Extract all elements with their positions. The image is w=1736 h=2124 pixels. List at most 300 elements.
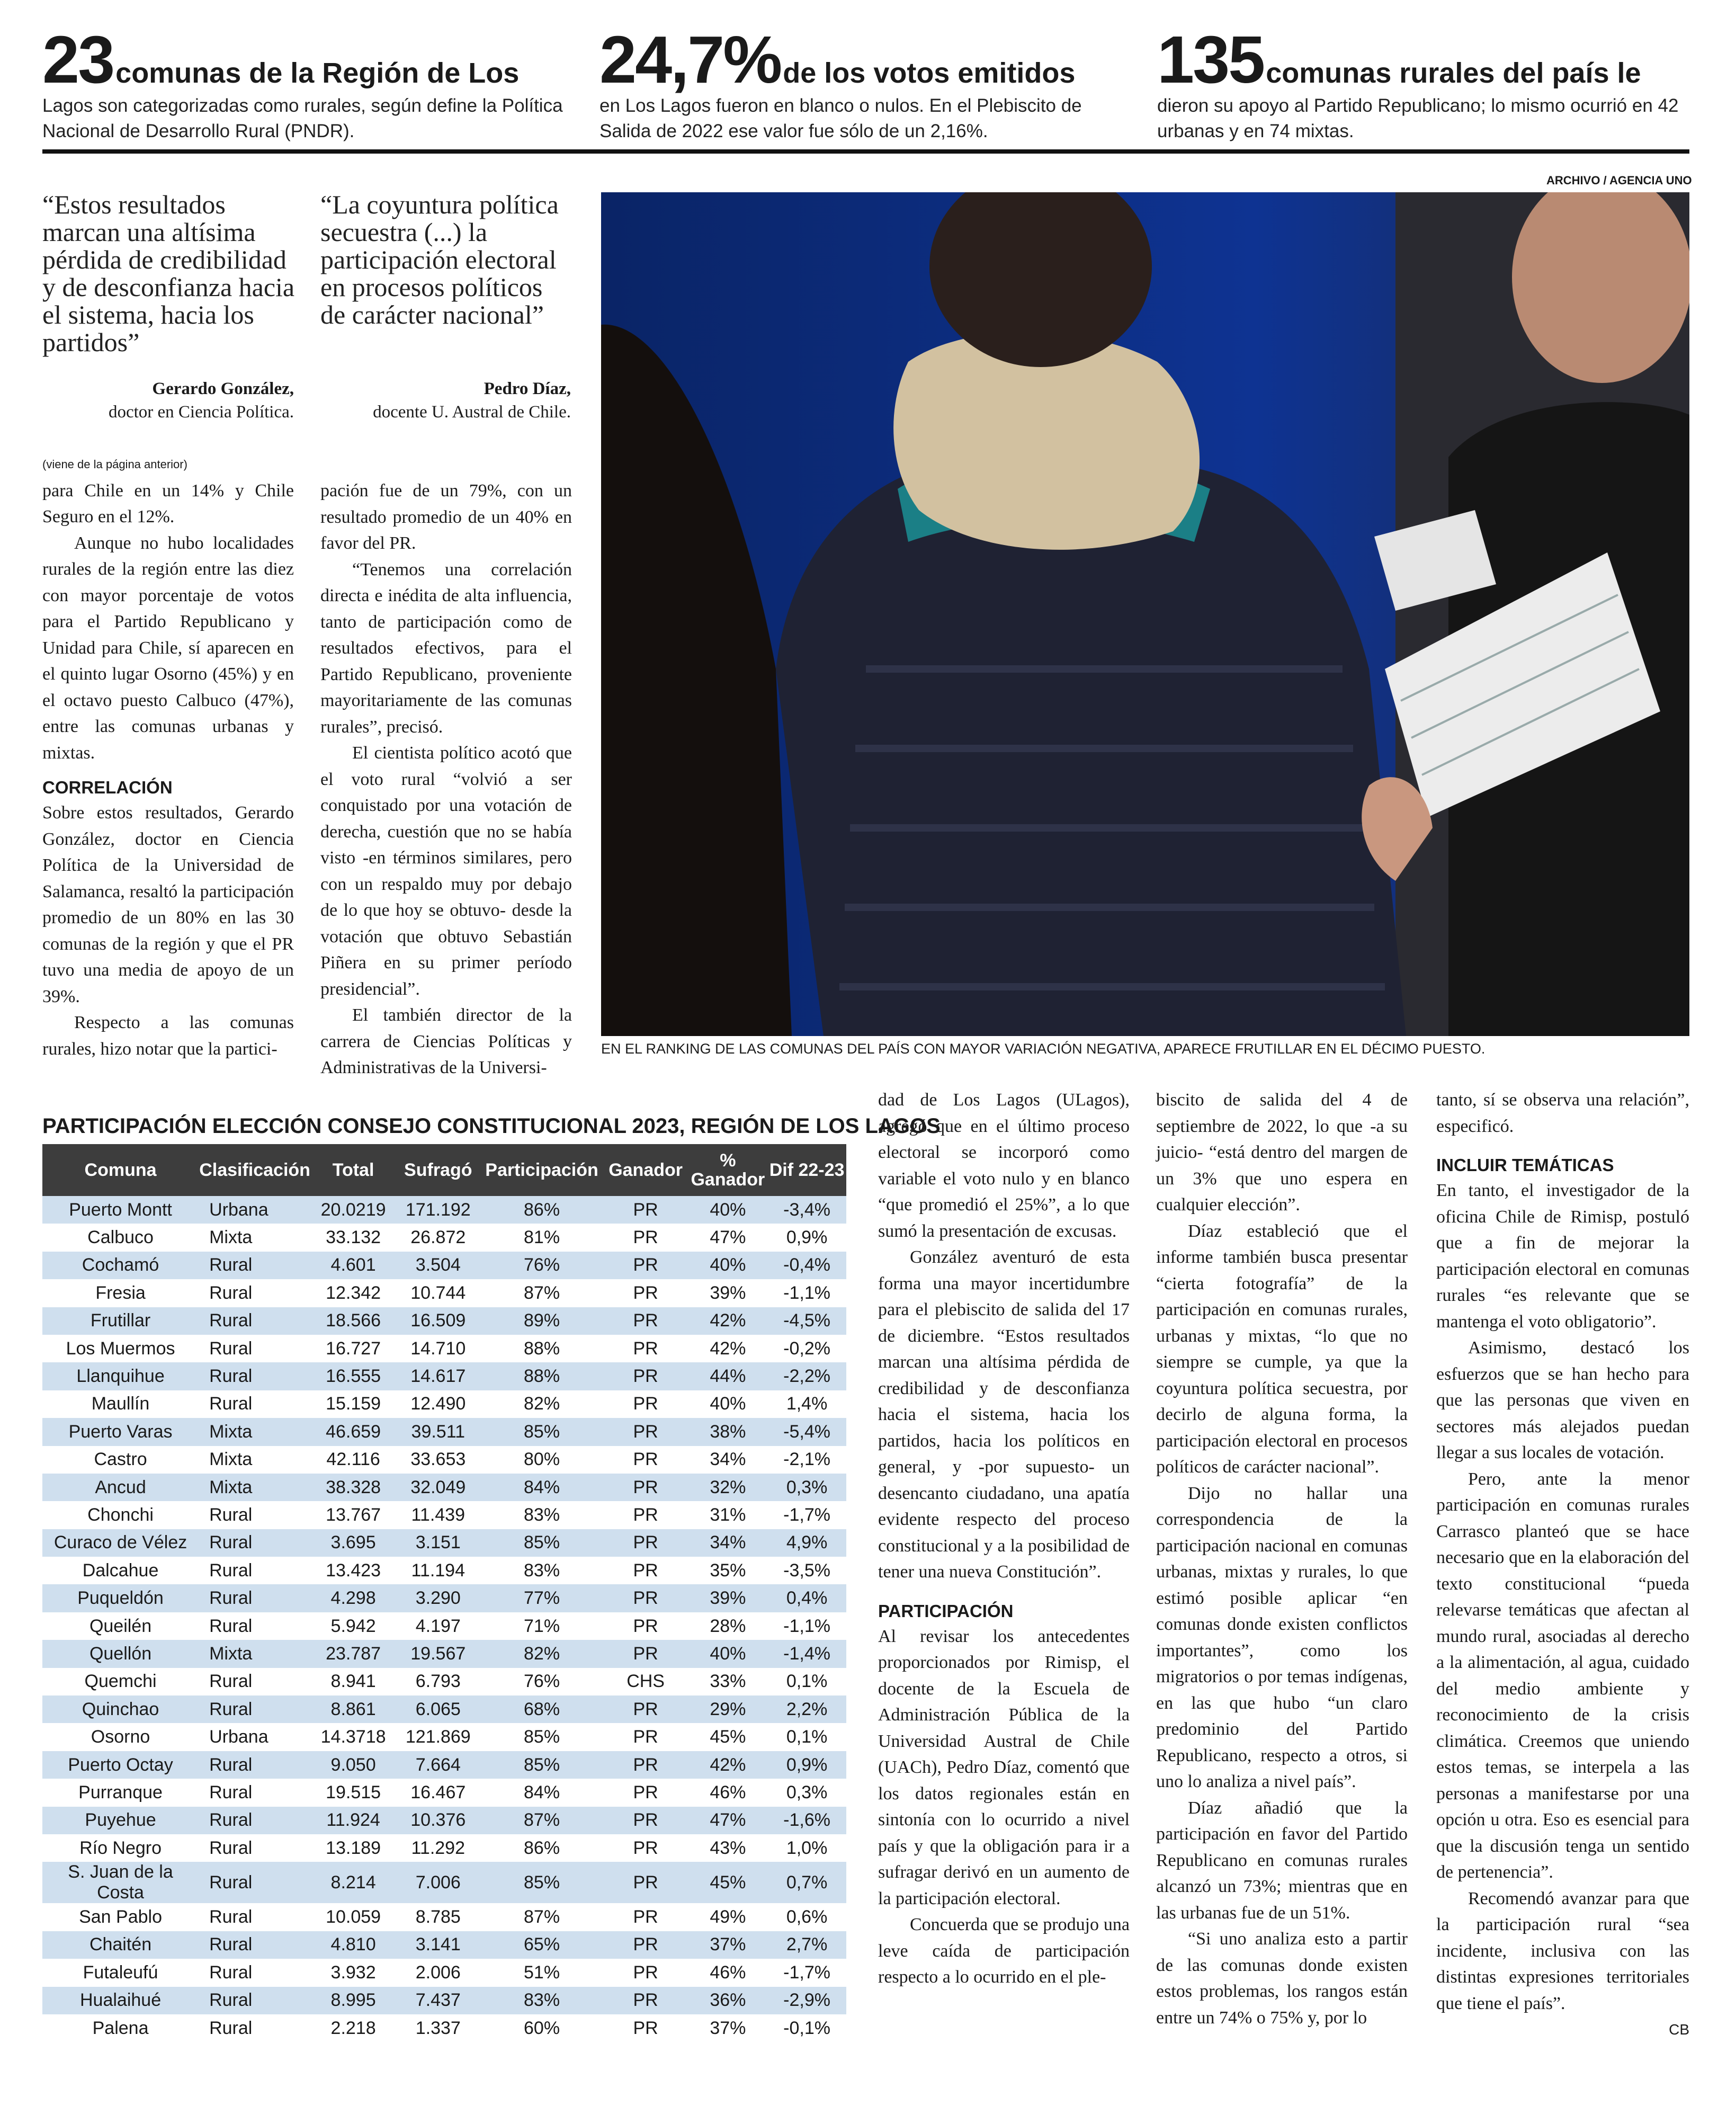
cell-comuna: Llanquihue bbox=[42, 1362, 199, 1390]
cell-participacion: 85% bbox=[480, 1418, 603, 1445]
cell-participacion: 82% bbox=[480, 1390, 603, 1418]
paragraph: Recomendó avanzar para que la participación rural “sea incidente, inclusiva con las distintas expresiones territoriales que tiene el país”. bbox=[1436, 1888, 1689, 2013]
cell-ganador: PR bbox=[603, 1224, 688, 1251]
cell-total: 20.0219 bbox=[311, 1196, 396, 1224]
table-row bbox=[42, 1640, 846, 1667]
stat-lead: comunas de la Región de Los bbox=[115, 57, 520, 89]
cell-comuna: Castro bbox=[42, 1446, 199, 1474]
table-row bbox=[42, 1931, 846, 1959]
paragraph: para Chile en un 14% y Chile Seguro en el 12%. bbox=[42, 480, 294, 526]
cell-sufrago: 16.467 bbox=[396, 1779, 480, 1806]
cell-clasificacion: Mixta bbox=[199, 1418, 311, 1445]
table-row bbox=[42, 1779, 846, 1806]
paragraph: Concuerda que se produjo una leve caída de participación respecto a lo ocurrido en el ple- bbox=[878, 1915, 1130, 1987]
table-row bbox=[42, 1807, 846, 1834]
stat-lead: comunas rurales del país le bbox=[1266, 57, 1641, 89]
cell-clasificacion: Mixta bbox=[199, 1640, 311, 1667]
cell-participacion: 85% bbox=[480, 1862, 603, 1903]
cell-total: 23.787 bbox=[311, 1640, 396, 1667]
cell-dif: 0,1% bbox=[767, 1668, 846, 1695]
cell-pct-ganador: 46% bbox=[688, 1959, 768, 1986]
cell-clasificacion: Rural bbox=[199, 2014, 311, 2042]
cell-pct-ganador: 40% bbox=[688, 1196, 768, 1224]
cell-pct-ganador: 40% bbox=[688, 1640, 768, 1667]
cell-sufrago: 10.376 bbox=[396, 1807, 480, 1834]
cell-total: 14.3718 bbox=[311, 1723, 396, 1751]
cell-sufrago: 7.437 bbox=[396, 1987, 480, 2014]
cell-total: 13.423 bbox=[311, 1557, 396, 1584]
cell-participacion: 83% bbox=[480, 1557, 603, 1584]
cell-sufrago: 33.653 bbox=[396, 1446, 480, 1474]
cell-sufrago: 16.509 bbox=[396, 1307, 480, 1335]
cell-dif: -1,7% bbox=[767, 1501, 846, 1529]
cell-pct-ganador: 39% bbox=[688, 1584, 768, 1612]
cell-sufrago: 8.785 bbox=[396, 1903, 480, 1931]
cell-comuna: Chaitén bbox=[42, 1931, 199, 1959]
cell-ganador: PR bbox=[603, 1807, 688, 1834]
paragraph: biscito de salida del 4 de septiembre de 2022, lo que -a su juicio- “está dentro del margen de un 3% que uno espera en cualquier elección”. bbox=[1156, 1090, 1408, 1215]
cell-ganador: PR bbox=[603, 1987, 688, 2014]
cell-pct-ganador: 43% bbox=[688, 1834, 768, 1862]
cell-sufrago: 2.006 bbox=[396, 1959, 480, 1986]
stat-number: 135 bbox=[1157, 22, 1264, 97]
cell-pct-ganador: 39% bbox=[688, 1279, 768, 1307]
cell-pct-ganador: 46% bbox=[688, 1779, 768, 1806]
cell-ganador: PR bbox=[603, 1903, 688, 1931]
cell-dif: -0,2% bbox=[767, 1335, 846, 1362]
cell-comuna: Chonchi bbox=[42, 1501, 199, 1529]
cell-total: 11.924 bbox=[311, 1807, 396, 1834]
cell-clasificacion: Rural bbox=[199, 1307, 311, 1335]
cell-clasificacion: Mixta bbox=[199, 1224, 311, 1251]
cell-clasificacion: Rural bbox=[199, 1279, 311, 1307]
col-header-total: Total bbox=[311, 1144, 396, 1196]
cell-dif: -3,5% bbox=[767, 1557, 846, 1584]
cell-comuna: Osorno bbox=[42, 1723, 199, 1751]
cell-participacion: 77% bbox=[480, 1584, 603, 1612]
cell-participacion: 76% bbox=[480, 1252, 603, 1279]
cell-pct-ganador: 31% bbox=[688, 1501, 768, 1529]
cell-sufrago: 3.141 bbox=[396, 1931, 480, 1959]
cell-pct-ganador: 40% bbox=[688, 1390, 768, 1418]
table-row bbox=[42, 1959, 846, 1986]
cell-pct-ganador: 40% bbox=[688, 1252, 768, 1279]
table-row bbox=[42, 1390, 846, 1418]
cell-sufrago: 32.049 bbox=[396, 1474, 480, 1501]
cell-ganador: PR bbox=[603, 1501, 688, 1529]
table-row bbox=[42, 1252, 846, 1279]
cell-ganador: PR bbox=[603, 1474, 688, 1501]
col-header-clasificacion: Clasificación bbox=[199, 1144, 311, 1196]
cell-total: 46.659 bbox=[311, 1418, 396, 1445]
cell-participacion: 86% bbox=[480, 1196, 603, 1224]
cell-pct-ganador: 49% bbox=[688, 1903, 768, 1931]
cell-pct-ganador: 47% bbox=[688, 1224, 768, 1251]
cell-comuna: Purranque bbox=[42, 1779, 199, 1806]
paragraph: González aventuró de esta forma una mayor incertidumbre para el plebiscito de salida del 17 de diciembre. “Estos resultados marcan una altísima pérdida de credibilidad y de desconfianza hacia el sistema, hacia los partidos, hacia los políticos en general, y -por supuesto- un desencanto ciudadano, una apatía evidente respecto del proceso constitucional y a la posibilidad de tener una nueva Constitución”. bbox=[878, 1247, 1130, 1582]
cell-pct-ganador: 32% bbox=[688, 1474, 768, 1501]
cell-clasificacion: Urbana bbox=[199, 1723, 311, 1751]
cell-total: 19.515 bbox=[311, 1779, 396, 1806]
cell-pct-ganador: 35% bbox=[688, 1557, 768, 1584]
cell-pct-ganador: 42% bbox=[688, 1751, 768, 1779]
cell-participacion: 76% bbox=[480, 1668, 603, 1695]
article-column-1 bbox=[42, 451, 294, 1062]
top-rule bbox=[42, 149, 1689, 154]
cell-ganador: PR bbox=[603, 1390, 688, 1418]
cell-comuna: Calbuco bbox=[42, 1224, 199, 1251]
cell-clasificacion: Rural bbox=[199, 1390, 311, 1418]
cell-participacion: 85% bbox=[480, 1529, 603, 1557]
cell-pct-ganador: 45% bbox=[688, 1862, 768, 1903]
cell-participacion: 87% bbox=[480, 1903, 603, 1931]
article-column-4 bbox=[1156, 1087, 1408, 2031]
cell-comuna: Quellón bbox=[42, 1640, 199, 1667]
table-row bbox=[42, 1751, 846, 1779]
cell-total: 8.941 bbox=[311, 1668, 396, 1695]
cell-comuna: Palena bbox=[42, 2014, 199, 2042]
cell-total: 13.189 bbox=[311, 1834, 396, 1862]
cell-ganador: PR bbox=[603, 1557, 688, 1584]
cell-comuna: Río Negro bbox=[42, 1834, 199, 1862]
cell-participacion: 82% bbox=[480, 1640, 603, 1667]
cell-sufrago: 3.290 bbox=[396, 1584, 480, 1612]
photo-caption: EN EL RANKING DE LAS COMUNAS DEL PAÍS CON MAYOR VARIACIÓN NEGATIVA, APARECE FRUTILLAR EN EL DÉCIMO PUESTO. bbox=[601, 1041, 1486, 1057]
cell-sufrago: 121.869 bbox=[396, 1723, 480, 1751]
cell-ganador: PR bbox=[603, 1362, 688, 1390]
pull-quote-1: “Estos resultados marcan una altísima pérdida de credibilidad y de desconfianza hacia el sistema, hacia los partidos” bbox=[42, 190, 295, 357]
table-body bbox=[42, 1196, 846, 2042]
cell-total: 8.214 bbox=[311, 1862, 396, 1903]
table-row bbox=[42, 1612, 846, 1640]
cell-sufrago: 171.192 bbox=[396, 1196, 480, 1224]
cell-sufrago: 4.197 bbox=[396, 1612, 480, 1640]
cell-sufrago: 11.292 bbox=[396, 1834, 480, 1862]
cell-ganador: PR bbox=[603, 1723, 688, 1751]
cell-ganador: PR bbox=[603, 1196, 688, 1224]
cell-total: 13.767 bbox=[311, 1501, 396, 1529]
cell-pct-ganador: 45% bbox=[688, 1723, 768, 1751]
cell-clasificacion: Rural bbox=[199, 1362, 311, 1390]
paragraph: pación fue de un 79%, con un resultado promedio de un 40% en favor del PR. bbox=[320, 481, 572, 553]
cell-pct-ganador: 37% bbox=[688, 1931, 768, 1959]
table-row bbox=[42, 1834, 846, 1862]
cell-comuna: Hualaihué bbox=[42, 1987, 199, 2014]
cell-sufrago: 3.151 bbox=[396, 1529, 480, 1557]
cell-ganador: PR bbox=[603, 1834, 688, 1862]
cell-clasificacion: Rural bbox=[199, 1252, 311, 1279]
cell-participacion: 84% bbox=[480, 1474, 603, 1501]
cell-clasificacion: Rural bbox=[199, 1807, 311, 1834]
end-mark: CB bbox=[1669, 2021, 1689, 2038]
cell-ganador: PR bbox=[603, 1612, 688, 1640]
cell-dif: -1,4% bbox=[767, 1640, 846, 1667]
cell-comuna: Futaleufú bbox=[42, 1959, 199, 1986]
subheading-correlacion: CORRELACIÓN bbox=[42, 778, 173, 797]
cell-participacion: 51% bbox=[480, 1959, 603, 1986]
cell-participacion: 86% bbox=[480, 1834, 603, 1862]
cell-ganador: CHS bbox=[603, 1668, 688, 1695]
cell-pct-ganador: 28% bbox=[688, 1612, 768, 1640]
col-header-dif: Dif 22-23 bbox=[767, 1144, 846, 1196]
subheading-participacion: PARTICIPACIÓN bbox=[878, 1601, 1014, 1621]
cell-sufrago: 6.793 bbox=[396, 1668, 480, 1695]
cell-dif: 0,9% bbox=[767, 1224, 846, 1251]
cell-dif: 0,3% bbox=[767, 1474, 846, 1501]
table-row bbox=[42, 1501, 846, 1529]
cell-total: 18.566 bbox=[311, 1307, 396, 1335]
cell-total: 3.932 bbox=[311, 1959, 396, 1986]
cell-clasificacion: Rural bbox=[199, 1612, 311, 1640]
cell-ganador: PR bbox=[603, 1279, 688, 1307]
cell-total: 5.942 bbox=[311, 1612, 396, 1640]
table-row bbox=[42, 1557, 846, 1584]
cell-total: 42.116 bbox=[311, 1446, 396, 1474]
paragraph: Dijo no hallar una correspondencia de la participación nacional en comunas urbanas, mixtas y rurales, lo que estimó posible aplicar “en comunas donde existen conflictos importantes”, como los migratorios o por temas indígenas, en las que hubo “un claro predominio del Partido Republicano, respecto a otros, si uno lo analiza a nivel país”. bbox=[1156, 1483, 1408, 1791]
cell-participacion: 88% bbox=[480, 1335, 603, 1362]
cell-total: 16.555 bbox=[311, 1362, 396, 1390]
cell-sufrago: 12.490 bbox=[396, 1390, 480, 1418]
cell-total: 9.050 bbox=[311, 1751, 396, 1779]
cell-pct-ganador: 34% bbox=[688, 1446, 768, 1474]
cell-comuna: Quemchi bbox=[42, 1668, 199, 1695]
cell-comuna: Puerto Montt bbox=[42, 1196, 199, 1224]
cell-comuna: Los Muermos bbox=[42, 1335, 199, 1362]
quote-2-name: Pedro Díaz, bbox=[484, 379, 571, 398]
cell-dif: -0,1% bbox=[767, 2014, 846, 2042]
cell-clasificacion: Mixta bbox=[199, 1446, 311, 1474]
cell-dif: -1,1% bbox=[767, 1279, 846, 1307]
cell-participacion: 81% bbox=[480, 1224, 603, 1251]
paragraph: En tanto, el investigador de la oficina Chile de Rimisp, postuló que a fin de mejorar la participación electoral en comunas rurales “es relevante que se mantenga el voto obligatorio”. bbox=[1436, 1181, 1689, 1332]
cell-ganador: PR bbox=[603, 1779, 688, 1806]
cell-dif: -1,1% bbox=[767, 1612, 846, 1640]
cell-clasificacion: Mixta bbox=[199, 1474, 311, 1501]
cell-participacion: 60% bbox=[480, 2014, 603, 2042]
cell-ganador: PR bbox=[603, 1931, 688, 1959]
table-row bbox=[42, 1279, 846, 1307]
cell-total: 2.218 bbox=[311, 2014, 396, 2042]
stat-2 bbox=[599, 22, 1129, 144]
table-row bbox=[42, 1903, 846, 1931]
cell-participacion: 83% bbox=[480, 1987, 603, 2014]
table-row bbox=[42, 1584, 846, 1612]
cell-participacion: 84% bbox=[480, 1779, 603, 1806]
cell-ganador: PR bbox=[603, 2014, 688, 2042]
cell-ganador: PR bbox=[603, 1695, 688, 1723]
cell-comuna: San Pablo bbox=[42, 1903, 199, 1931]
cell-ganador: PR bbox=[603, 1640, 688, 1667]
stat-text: Lagos son categorizadas como rurales, según define la Política Nacional de Desarrollo Rural (PNDR). bbox=[42, 95, 563, 141]
cell-sufrago: 10.744 bbox=[396, 1279, 480, 1307]
cell-ganador: PR bbox=[603, 1335, 688, 1362]
cell-ganador: PR bbox=[603, 1529, 688, 1557]
stat-number: 23 bbox=[42, 22, 114, 97]
cell-sufrago: 11.194 bbox=[396, 1557, 480, 1584]
stat-3 bbox=[1157, 22, 1687, 144]
cell-total: 16.727 bbox=[311, 1335, 396, 1362]
col-header-pct-ganador: % Ganador bbox=[688, 1144, 768, 1196]
cell-ganador: PR bbox=[603, 1862, 688, 1903]
paragraph: “Si uno analiza esto a partir de las comunas donde existen estos problemas, los rangos están entre un 74% o 75% y, por lo bbox=[1156, 1929, 1408, 2028]
table-header-row bbox=[42, 1144, 846, 1196]
cell-pct-ganador: 42% bbox=[688, 1307, 768, 1335]
article-column-2 bbox=[320, 478, 572, 1081]
table-row bbox=[42, 1196, 846, 1224]
results-table bbox=[42, 1144, 846, 2042]
stat-number: 24,7% bbox=[599, 22, 781, 97]
cell-ganador: PR bbox=[603, 1418, 688, 1445]
cell-comuna: Puerto Varas bbox=[42, 1418, 199, 1445]
stat-text: en Los Lagos fueron en blanco o nulos. En el Plebiscito de Salida de 2022 ese valor fue sólo de un 2,16%. bbox=[599, 95, 1082, 141]
cell-total: 15.159 bbox=[311, 1390, 396, 1418]
cell-clasificacion: Rural bbox=[199, 1903, 311, 1931]
cell-comuna: Frutillar bbox=[42, 1307, 199, 1335]
table-row bbox=[42, 1695, 846, 1723]
cell-sufrago: 3.504 bbox=[396, 1252, 480, 1279]
cell-dif: 4,9% bbox=[767, 1529, 846, 1557]
quote-2-attribution bbox=[318, 377, 571, 424]
cell-dif: 2,2% bbox=[767, 1695, 846, 1723]
paragraph: El también director de la carrera de Ciencias Políticas y Administrativas de la Universi- bbox=[320, 1005, 572, 1077]
continued-note: (viene de la página anterior) bbox=[42, 458, 187, 471]
table-row bbox=[42, 1474, 846, 1501]
quote-1-name: Gerardo González, bbox=[152, 379, 294, 398]
news-photo bbox=[601, 192, 1689, 1036]
cell-sufrago: 14.617 bbox=[396, 1362, 480, 1390]
paragraph: Asimismo, destacó los esfuerzos que se han hecho para que las personas que viven en sectores más alejados puedan llegar a sus locales de votación. bbox=[1436, 1338, 1689, 1462]
cell-clasificacion: Rural bbox=[199, 1931, 311, 1959]
cell-comuna: Puqueldón bbox=[42, 1584, 199, 1612]
table-row bbox=[42, 1224, 846, 1251]
cell-clasificacion: Rural bbox=[199, 1862, 311, 1903]
cell-total: 4.601 bbox=[311, 1252, 396, 1279]
cell-participacion: 68% bbox=[480, 1695, 603, 1723]
stat-1 bbox=[42, 22, 572, 144]
cell-clasificacion: Rural bbox=[199, 1529, 311, 1557]
cell-sufrago: 7.006 bbox=[396, 1862, 480, 1903]
cell-dif: -2,9% bbox=[767, 1987, 846, 2014]
quote-2-role: docente U. Austral de Chile. bbox=[373, 403, 571, 422]
table-row bbox=[42, 1862, 846, 1903]
cell-pct-ganador: 47% bbox=[688, 1807, 768, 1834]
cell-total: 10.059 bbox=[311, 1903, 396, 1931]
table-row bbox=[42, 1418, 846, 1445]
cell-pct-ganador: 38% bbox=[688, 1418, 768, 1445]
cell-total: 12.342 bbox=[311, 1279, 396, 1307]
cell-comuna: Puyehue bbox=[42, 1807, 199, 1834]
paragraph: Díaz añadió que la participación en favor del Partido Republicano en comunas rurales alcanzó un 73%; mientras que en las urbanas fue de un 51%. bbox=[1156, 1798, 1408, 1923]
cell-participacion: 65% bbox=[480, 1931, 603, 1959]
col-header-participacion: Participación bbox=[480, 1144, 603, 1196]
cell-clasificacion: Rural bbox=[199, 1557, 311, 1584]
cell-dif: -2,2% bbox=[767, 1362, 846, 1390]
cell-ganador: PR bbox=[603, 1446, 688, 1474]
article-column-5 bbox=[1436, 1087, 1689, 2043]
cell-sufrago: 1.337 bbox=[396, 2014, 480, 2042]
col-header-ganador: Ganador bbox=[603, 1144, 688, 1196]
cell-pct-ganador: 33% bbox=[688, 1668, 768, 1695]
cell-sufrago: 26.872 bbox=[396, 1224, 480, 1251]
cell-dif: 0,9% bbox=[767, 1751, 846, 1779]
cell-comuna: Puerto Octay bbox=[42, 1751, 199, 1779]
cell-total: 8.861 bbox=[311, 1695, 396, 1723]
stat-text: dieron su apoyo al Partido Republicano; lo mismo ocurrió en 42 urbanas y en 74 mixtas. bbox=[1157, 95, 1679, 141]
cell-pct-ganador: 34% bbox=[688, 1529, 768, 1557]
cell-total: 4.810 bbox=[311, 1931, 396, 1959]
paragraph: Aunque no hubo localidades rurales de la región entre las diez con mayor porcentaje de votos para el Partido Republicano y Unidad para Chile, sí aparecen en el quinto lugar Osorno (45%) y en el octavo puesto Calbuco (47%), entre las comunas urbanas y mixtas. bbox=[42, 533, 294, 763]
paragraph: Díaz estableció que el informe también busca presentar “cierta fotografía” de la participación en comunas rurales, urbanas y mixtas, “lo que no siempre se cumple, ya que la coyuntura política secuestra, por decirlo de alguna forma, la participación electoral en procesos políticos de carácter nacional”. bbox=[1156, 1221, 1408, 1477]
cell-sufrago: 6.065 bbox=[396, 1695, 480, 1723]
cell-dif: 1,0% bbox=[767, 1834, 846, 1862]
cell-ganador: PR bbox=[603, 1959, 688, 1986]
cell-dif: 0,4% bbox=[767, 1584, 846, 1612]
cell-dif: -0,4% bbox=[767, 1252, 846, 1279]
cell-clasificacion: Rural bbox=[199, 1668, 311, 1695]
cell-dif: 0,6% bbox=[767, 1903, 846, 1931]
cell-participacion: 85% bbox=[480, 1723, 603, 1751]
cell-dif: -1,6% bbox=[767, 1807, 846, 1834]
quote-1-attribution bbox=[42, 377, 294, 424]
cell-total: 8.995 bbox=[311, 1987, 396, 2014]
paragraph: “Tenemos una correlación directa e inédita de alta influencia, tanto de participación como de resultados efectivos, para el Partido Republicano, proveniente mayoritariamente de las comunas rurales”, precisó. bbox=[320, 559, 572, 737]
table-row bbox=[42, 1723, 846, 1751]
cell-comuna: Fresia bbox=[42, 1279, 199, 1307]
cell-comuna: Maullín bbox=[42, 1390, 199, 1418]
table-row bbox=[42, 2014, 846, 2042]
cell-participacion: 89% bbox=[480, 1307, 603, 1335]
cell-dif: 2,7% bbox=[767, 1931, 846, 1959]
subheading-incluir-tematicas: INCLUIR TEMÁTICAS bbox=[1436, 1155, 1614, 1175]
table-row bbox=[42, 1307, 846, 1335]
cell-participacion: 71% bbox=[480, 1612, 603, 1640]
cell-sufrago: 7.664 bbox=[396, 1751, 480, 1779]
pull-quote-2: “La coyuntura política secuestra (...) la participación electoral en procesos políticos de carácter nacional” bbox=[320, 190, 559, 329]
cell-clasificacion: Rural bbox=[199, 1751, 311, 1779]
cell-total: 33.132 bbox=[311, 1224, 396, 1251]
quote-1-role: doctor en Ciencia Política. bbox=[108, 403, 294, 422]
cell-comuna: Queilén bbox=[42, 1612, 199, 1640]
cell-clasificacion: Rural bbox=[199, 1779, 311, 1806]
cell-clasificacion: Rural bbox=[199, 1584, 311, 1612]
cell-participacion: 80% bbox=[480, 1446, 603, 1474]
cell-dif: 0,1% bbox=[767, 1723, 846, 1751]
cell-dif: 1,4% bbox=[767, 1390, 846, 1418]
cell-pct-ganador: 37% bbox=[688, 2014, 768, 2042]
cell-participacion: 88% bbox=[480, 1362, 603, 1390]
photo-credit: ARCHIVO / AGENCIA UNO bbox=[1546, 174, 1692, 187]
col-header-comuna: Comuna bbox=[42, 1144, 199, 1196]
table-row bbox=[42, 1529, 846, 1557]
cell-ganador: PR bbox=[603, 1252, 688, 1279]
cell-dif: 0,7% bbox=[767, 1862, 846, 1903]
paragraph: tanto, sí se observa una relación”, especificó. bbox=[1436, 1090, 1689, 1136]
cell-comuna: Ancud bbox=[42, 1474, 199, 1501]
voter-photo-illustration bbox=[601, 192, 1689, 1036]
cell-sufrago: 11.439 bbox=[396, 1501, 480, 1529]
paragraph: El cientista político acotó que el voto rural “volvió a ser conquistado por una votación de derecha, cuestión que no se había visto -en términos similares, pero con un respaldo muy por debajo de lo que hoy se obtuvo- desde la votación que obtuvo Sebastián Piñera en su primer período presidencial”. bbox=[320, 743, 572, 999]
cell-clasificacion: Rural bbox=[199, 1501, 311, 1529]
cell-dif: -5,4% bbox=[767, 1418, 846, 1445]
cell-ganador: PR bbox=[603, 1307, 688, 1335]
article-column-3 bbox=[878, 1087, 1130, 1991]
cell-clasificacion: Rural bbox=[199, 1834, 311, 1862]
cell-pct-ganador: 42% bbox=[688, 1335, 768, 1362]
cell-total: 38.328 bbox=[311, 1474, 396, 1501]
cell-pct-ganador: 36% bbox=[688, 1987, 768, 2014]
cell-sufrago: 14.710 bbox=[396, 1335, 480, 1362]
table-row bbox=[42, 1668, 846, 1695]
